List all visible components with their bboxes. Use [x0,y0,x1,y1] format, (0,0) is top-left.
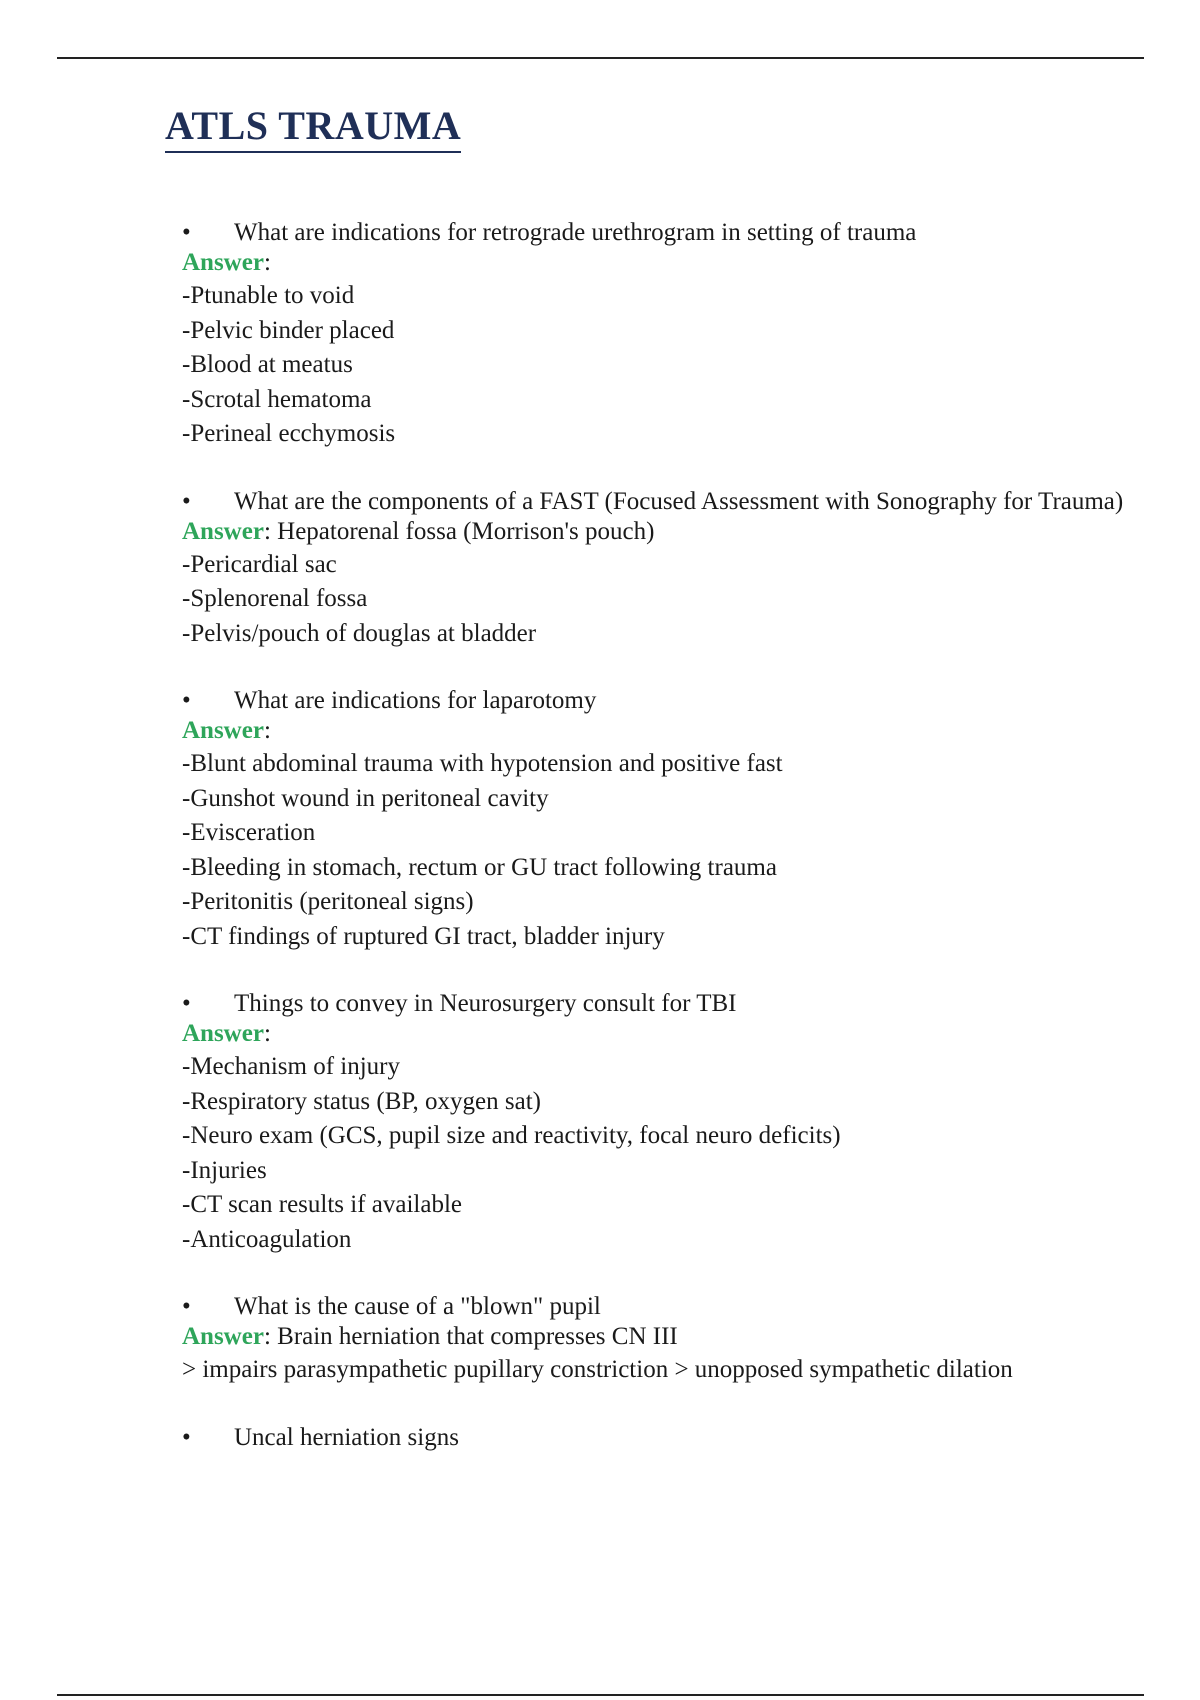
answer-line: Answer: [182,249,271,276]
answer-list-item: -Neuro exam (GCS, pupil size and reactivity, focal neuro deficits) [182,1122,841,1149]
question [182,488,1142,516]
answer-label: Answer [182,249,264,276]
answer-list-item: -Ptunable to void [182,282,355,309]
qa-item [182,1424,1142,1452]
page-title: ATLS TRAUMA [165,104,461,153]
answer-list-item: -Splenorenal fossa [182,585,368,612]
answer-list-item: -Perineal ecchymosis [182,420,396,447]
answer-list-item: -Blood at meatus [182,351,353,378]
qa-item [182,488,1142,652]
bottom-rule [57,1694,1144,1696]
answer-line: Answer: Brain herniation that compresses CN III [182,1323,678,1350]
question-text: What are the components of a FAST (Focused Assessment with Sonography for Trauma) [234,487,1124,515]
qa-item [182,219,1142,452]
bullet-icon: • [182,219,191,246]
answer-list-item: -Mechanism of injury [182,1053,401,1080]
question [182,219,1142,247]
question [182,687,1142,715]
question [182,1293,1142,1321]
question [182,990,1142,1018]
answer-list-item: > impairs parasympathetic pupillary constriction > unopposed sympathetic dilation [182,1356,1013,1383]
answer-label: Answer [182,1020,264,1047]
answer-list-item: -Peritonitis (peritoneal signs) [182,888,474,915]
answer-line: Answer: Hepatorenal fossa (Morrison's pouch) [182,517,655,545]
answer-label: Answer [182,1323,264,1350]
top-rule [57,57,1144,59]
bullet-icon: • [182,990,191,1017]
answer-inline-text: Brain herniation that compresses CN III [270,1323,678,1350]
answer-inline-text: Hepatorenal fossa (Morrison's pouch) [270,517,655,545]
question [182,1424,1142,1452]
question-text: Uncal herniation signs [234,1423,459,1451]
answer-line: Answer: [182,1020,271,1047]
bullet-icon: • [182,487,191,515]
answer-label: Answer [182,717,264,744]
answer-list-item: -Pelvis/pouch of douglas at bladder [182,619,537,647]
qa-item [182,1293,1142,1388]
question-text: What are indications for retrograde urethrogram in setting of trauma [234,219,917,246]
answer-list-item: -Respiratory status (BP, oxygen sat) [182,1087,541,1115]
bullet-icon: • [182,1293,191,1320]
answer-list-item: -Pericardial sac [182,550,337,578]
answer-list-item: -CT findings of ruptured GI tract, bladder injury [182,922,665,950]
answer-list-item: -Gunshot wound in peritoneal cavity [182,784,549,812]
answer-list-item: -Bleeding in stomach, rectum or GU tract following trauma [182,853,777,881]
question-text: Things to convey in Neurosurgery consult for TBI [234,990,737,1017]
bullet-icon: • [182,687,191,714]
question-text: What is the cause of a "blown" pupil [234,1293,601,1320]
answer-list-item: -Injuries [182,1156,267,1184]
qa-item [182,990,1142,1257]
answer-label: Answer [182,517,264,545]
document-body [182,219,1142,1488]
answer-list-item: -Scrotal hematoma [182,385,372,413]
answer-list-item: -Anticoagulation [182,1225,352,1253]
answer-list-item: -CT scan results if available [182,1191,463,1218]
answer-line: Answer: [182,717,271,744]
answer-list-item: -Pelvic binder placed [182,316,395,344]
bullet-icon: • [182,1423,191,1451]
qa-item [182,687,1142,954]
question-text: What are indications for laparotomy [234,687,597,714]
answer-list-item: -Blunt abdominal trauma with hypotension and positive fast [182,750,783,777]
answer-list-item: -Evisceration [182,819,316,846]
